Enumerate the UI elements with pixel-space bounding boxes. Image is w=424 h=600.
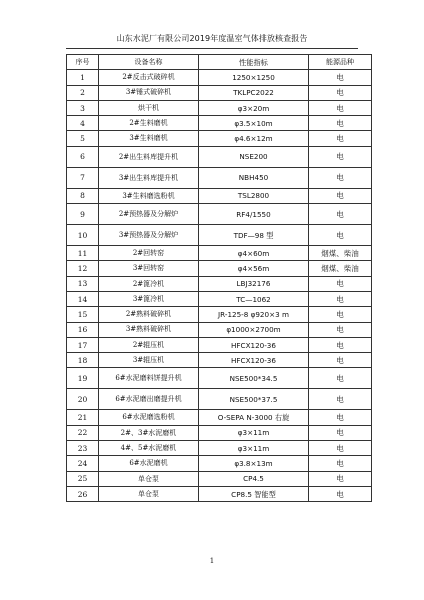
cell-energy: 烟煤、柴油 <box>309 261 372 276</box>
cell-equipment-name: 单仓泵 <box>99 486 199 501</box>
cell-number: 15 <box>67 307 99 322</box>
cell-spec: CP8.5 智能型 <box>199 486 309 501</box>
cell-equipment-name: 3#熟料破碎机 <box>99 322 199 337</box>
cell-number: 26 <box>67 486 99 501</box>
cell-spec: φ3.5×10m <box>199 116 309 131</box>
cell-spec: NSE500*37.5 <box>199 389 309 410</box>
cell-energy: 电 <box>309 410 372 425</box>
cell-number: 23 <box>67 441 99 456</box>
page-header-title: 山东水泥厂有限公司2019年度温室气体排放核查报告 <box>116 34 308 43</box>
cell-energy: 电 <box>309 425 372 440</box>
cell-energy: 电 <box>309 441 372 456</box>
table-row <box>67 131 372 146</box>
cell-number: 20 <box>67 389 99 410</box>
cell-equipment-name: 2#生料磨机 <box>99 116 199 131</box>
cell-spec: NBH450 <box>199 167 309 188</box>
cell-number: 22 <box>67 425 99 440</box>
column-header-energy: 能源品种 <box>309 55 372 70</box>
cell-spec: TKLPC2022 <box>199 85 309 100</box>
cell-number: 24 <box>67 456 99 471</box>
cell-energy: 电 <box>309 368 372 389</box>
table-row <box>67 456 372 471</box>
cell-equipment-name: 3#生料磨选粉机 <box>99 188 199 203</box>
cell-spec: JR-125-8 φ920×3 m <box>199 307 309 322</box>
cell-number: 2 <box>67 85 99 100</box>
cell-spec: NSE500*34.5 <box>199 368 309 389</box>
cell-energy: 电 <box>309 353 372 368</box>
table-row <box>67 246 372 261</box>
cell-number: 16 <box>67 322 99 337</box>
cell-number: 4 <box>67 116 99 131</box>
cell-energy: 电 <box>309 389 372 410</box>
cell-energy: 电 <box>309 337 372 352</box>
cell-equipment-name: 6#水泥磨出磨提升机 <box>99 389 199 410</box>
column-header-number: 序号 <box>67 55 99 70</box>
cell-equipment-name: 6#水泥磨料饼提升机 <box>99 368 199 389</box>
cell-energy: 电 <box>309 70 372 85</box>
table-row <box>67 276 372 291</box>
table-row <box>67 410 372 425</box>
cell-spec: φ3×11m <box>199 425 309 440</box>
equipment-table <box>66 54 372 502</box>
table-row <box>67 337 372 352</box>
cell-energy: 电 <box>309 146 372 167</box>
cell-equipment-name: 3#出生料库提升机 <box>99 167 199 188</box>
cell-equipment-name: 3#篦冷机 <box>99 291 199 306</box>
cell-equipment-name: 3#预热器及分解炉 <box>99 225 199 246</box>
cell-number: 13 <box>67 276 99 291</box>
cell-spec: LBJ32176 <box>199 276 309 291</box>
cell-energy: 电 <box>309 167 372 188</box>
table-header-row <box>67 55 372 70</box>
table-row <box>67 146 372 167</box>
cell-spec: φ3×20m <box>199 100 309 115</box>
table-row <box>67 368 372 389</box>
cell-equipment-name: 2#熟料破碎机 <box>99 307 199 322</box>
table-row <box>67 85 372 100</box>
cell-energy: 电 <box>309 276 372 291</box>
table-row <box>67 116 372 131</box>
cell-spec: O-SEPA N-3000 右旋 <box>199 410 309 425</box>
cell-energy: 电 <box>309 100 372 115</box>
cell-equipment-name: 2#篦冷机 <box>99 276 199 291</box>
cell-equipment-name: 烘干机 <box>99 100 199 115</box>
cell-energy: 电 <box>309 322 372 337</box>
cell-number: 9 <box>67 204 99 225</box>
cell-spec: φ3×11m <box>199 441 309 456</box>
cell-spec: NSE200 <box>199 146 309 167</box>
cell-number: 6 <box>67 146 99 167</box>
cell-number: 11 <box>67 246 99 261</box>
cell-spec: HFCX120-36 <box>199 353 309 368</box>
table-row <box>67 307 372 322</box>
cell-energy: 电 <box>309 204 372 225</box>
cell-energy: 电 <box>309 307 372 322</box>
table-row <box>67 486 372 501</box>
table-row <box>67 389 372 410</box>
cell-spec: φ1000×2700m <box>199 322 309 337</box>
cell-equipment-name: 2#预热器及分解炉 <box>99 204 199 225</box>
cell-equipment-name: 3#回转窑 <box>99 261 199 276</box>
cell-equipment-name: 6#水泥磨选粉机 <box>99 410 199 425</box>
cell-number: 21 <box>67 410 99 425</box>
cell-energy: 电 <box>309 116 372 131</box>
cell-energy: 电 <box>309 225 372 246</box>
cell-number: 7 <box>67 167 99 188</box>
table-row <box>67 441 372 456</box>
cell-energy: 电 <box>309 131 372 146</box>
cell-equipment-name: 2#反击式破碎机 <box>99 70 199 85</box>
cell-energy: 电 <box>309 456 372 471</box>
table-row <box>67 225 372 246</box>
cell-energy: 电 <box>309 291 372 306</box>
cell-energy: 电 <box>309 486 372 501</box>
cell-spec: φ4×56m <box>199 261 309 276</box>
table-row <box>67 471 372 486</box>
cell-spec: TSL2800 <box>199 188 309 203</box>
cell-number: 3 <box>67 100 99 115</box>
table-row <box>67 261 372 276</box>
cell-spec: φ4.6×12m <box>199 131 309 146</box>
cell-equipment-name: 2#出生料库提升机 <box>99 146 199 167</box>
cell-number: 19 <box>67 368 99 389</box>
cell-spec: φ3.8×13m <box>199 456 309 471</box>
cell-number: 10 <box>67 225 99 246</box>
cell-number: 25 <box>67 471 99 486</box>
cell-spec: 1250×1250 <box>199 70 309 85</box>
header-rule <box>66 48 358 49</box>
cell-spec: TDF—98 型 <box>199 225 309 246</box>
table-body <box>67 70 372 502</box>
table-row <box>67 322 372 337</box>
cell-number: 1 <box>67 70 99 85</box>
table-row <box>67 291 372 306</box>
table-row <box>67 70 372 85</box>
cell-spec: CP4.5 <box>199 471 309 486</box>
table-row <box>67 204 372 225</box>
cell-equipment-name: 2#辊压机 <box>99 337 199 352</box>
cell-number: 5 <box>67 131 99 146</box>
cell-spec: HFCX120-36 <box>199 337 309 352</box>
cell-number: 8 <box>67 188 99 203</box>
cell-number: 14 <box>67 291 99 306</box>
cell-energy: 电 <box>309 85 372 100</box>
cell-equipment-name: 单仓泵 <box>99 471 199 486</box>
cell-number: 18 <box>67 353 99 368</box>
column-header-equipment: 设备名称 <box>99 55 199 70</box>
cell-spec: TC—1062 <box>199 291 309 306</box>
cell-equipment-name: 3#辊压机 <box>99 353 199 368</box>
table-row <box>67 188 372 203</box>
cell-equipment-name: 2#、3#水泥磨机 <box>99 425 199 440</box>
table-row <box>67 100 372 115</box>
cell-energy: 电 <box>309 471 372 486</box>
table-row <box>67 167 372 188</box>
table-row <box>67 353 372 368</box>
cell-energy: 电 <box>309 188 372 203</box>
page-number: 1 <box>209 557 215 565</box>
cell-equipment-name: 3#生料磨机 <box>99 131 199 146</box>
cell-energy: 烟煤、柴油 <box>309 246 372 261</box>
cell-equipment-name: 4#、5#水泥磨机 <box>99 441 199 456</box>
cell-spec: φ4×60m <box>199 246 309 261</box>
cell-number: 12 <box>67 261 99 276</box>
cell-equipment-name: 6#水泥磨机 <box>99 456 199 471</box>
cell-number: 17 <box>67 337 99 352</box>
column-header-spec: 性能指标 <box>199 55 309 70</box>
cell-equipment-name: 3#锤式破碎机 <box>99 85 199 100</box>
cell-equipment-name: 2#回转窑 <box>99 246 199 261</box>
table-row <box>67 425 372 440</box>
cell-spec: RF4/1550 <box>199 204 309 225</box>
